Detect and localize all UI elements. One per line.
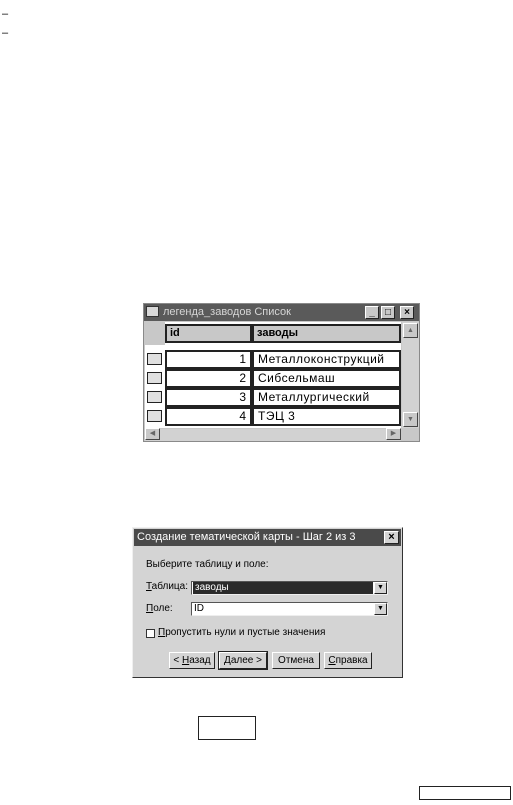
cancel-button[interactable]: Отмена <box>272 652 320 669</box>
dialog-prompt: Выберите таблицу и поле: <box>146 559 269 570</box>
field-select[interactable] <box>191 602 388 616</box>
cell-id[interactable]: 1 <box>165 350 252 369</box>
help-button[interactable]: Справка <box>324 652 372 669</box>
skip-nulls-checkbox[interactable] <box>146 629 155 638</box>
vertical-scrollbar[interactable] <box>402 322 419 428</box>
maximize-button[interactable]: □ <box>381 306 395 319</box>
field-label: Поле: <box>146 603 173 614</box>
table-row[interactable] <box>145 407 401 426</box>
cell-name[interactable]: ТЭЦ 3 <box>252 407 401 426</box>
table-select[interactable] <box>191 581 388 595</box>
empty-box <box>198 716 256 740</box>
cell-id[interactable]: 2 <box>165 369 252 388</box>
column-header-id[interactable]: id <box>165 324 252 343</box>
back-button[interactable]: < Назад <box>169 652 215 669</box>
row-selector[interactable] <box>147 391 162 403</box>
chevron-down-icon[interactable]: ▼ <box>374 582 387 594</box>
scroll-right-arrow-icon[interactable]: ▶ <box>386 428 401 440</box>
table-icon <box>146 306 159 317</box>
margin-dash-1: – <box>2 8 9 20</box>
grid-corner <box>145 322 165 345</box>
chevron-down-icon[interactable]: ▼ <box>374 603 387 615</box>
dialog-close-button[interactable]: × <box>384 531 399 544</box>
column-header-zavody[interactable]: заводы <box>252 324 401 343</box>
cell-id[interactable]: 3 <box>165 388 252 407</box>
table-select-value: заводы <box>193 582 373 594</box>
scroll-up-arrow-icon[interactable]: ▲ <box>403 323 418 338</box>
row-selector[interactable] <box>147 372 162 384</box>
row-selector[interactable] <box>147 410 162 422</box>
field-select-value: ID <box>194 603 204 614</box>
dialog-titlebar[interactable] <box>134 529 401 546</box>
horizontal-scrollbar[interactable] <box>145 429 401 441</box>
cell-name[interactable]: Металлоконструкций <box>252 350 401 369</box>
close-button[interactable]: × <box>400 306 414 319</box>
browse-window <box>143 303 420 442</box>
browse-grid <box>145 322 401 428</box>
scroll-left-arrow-icon[interactable]: ◀ <box>145 428 160 440</box>
scroll-down-arrow-icon[interactable]: ▼ <box>403 412 418 427</box>
cell-id[interactable]: 4 <box>165 407 252 426</box>
cell-name[interactable]: Металлургический <box>252 388 401 407</box>
table-label: Таблица: <box>146 581 188 592</box>
next-button[interactable]: Далее > <box>219 652 267 669</box>
empty-box-bottom <box>419 786 511 800</box>
minimize-button[interactable]: _ <box>365 306 379 319</box>
thematic-map-wizard-dialog <box>132 527 403 678</box>
dialog-title: Создание тематической карты - Шаг 2 из 3 <box>137 531 356 543</box>
cell-name[interactable]: Сибсельмаш <box>252 369 401 388</box>
row-selector[interactable] <box>147 353 162 365</box>
table-row[interactable] <box>145 388 401 407</box>
table-row[interactable] <box>145 369 401 388</box>
browse-window-title: легенда_заводов Список <box>163 306 291 318</box>
margin-dash-2: – <box>2 27 9 39</box>
table-row[interactable] <box>145 350 401 369</box>
browse-window-titlebar[interactable] <box>144 304 419 321</box>
skip-nulls-label[interactable]: Пропустить нули и пустые значения <box>158 627 326 638</box>
